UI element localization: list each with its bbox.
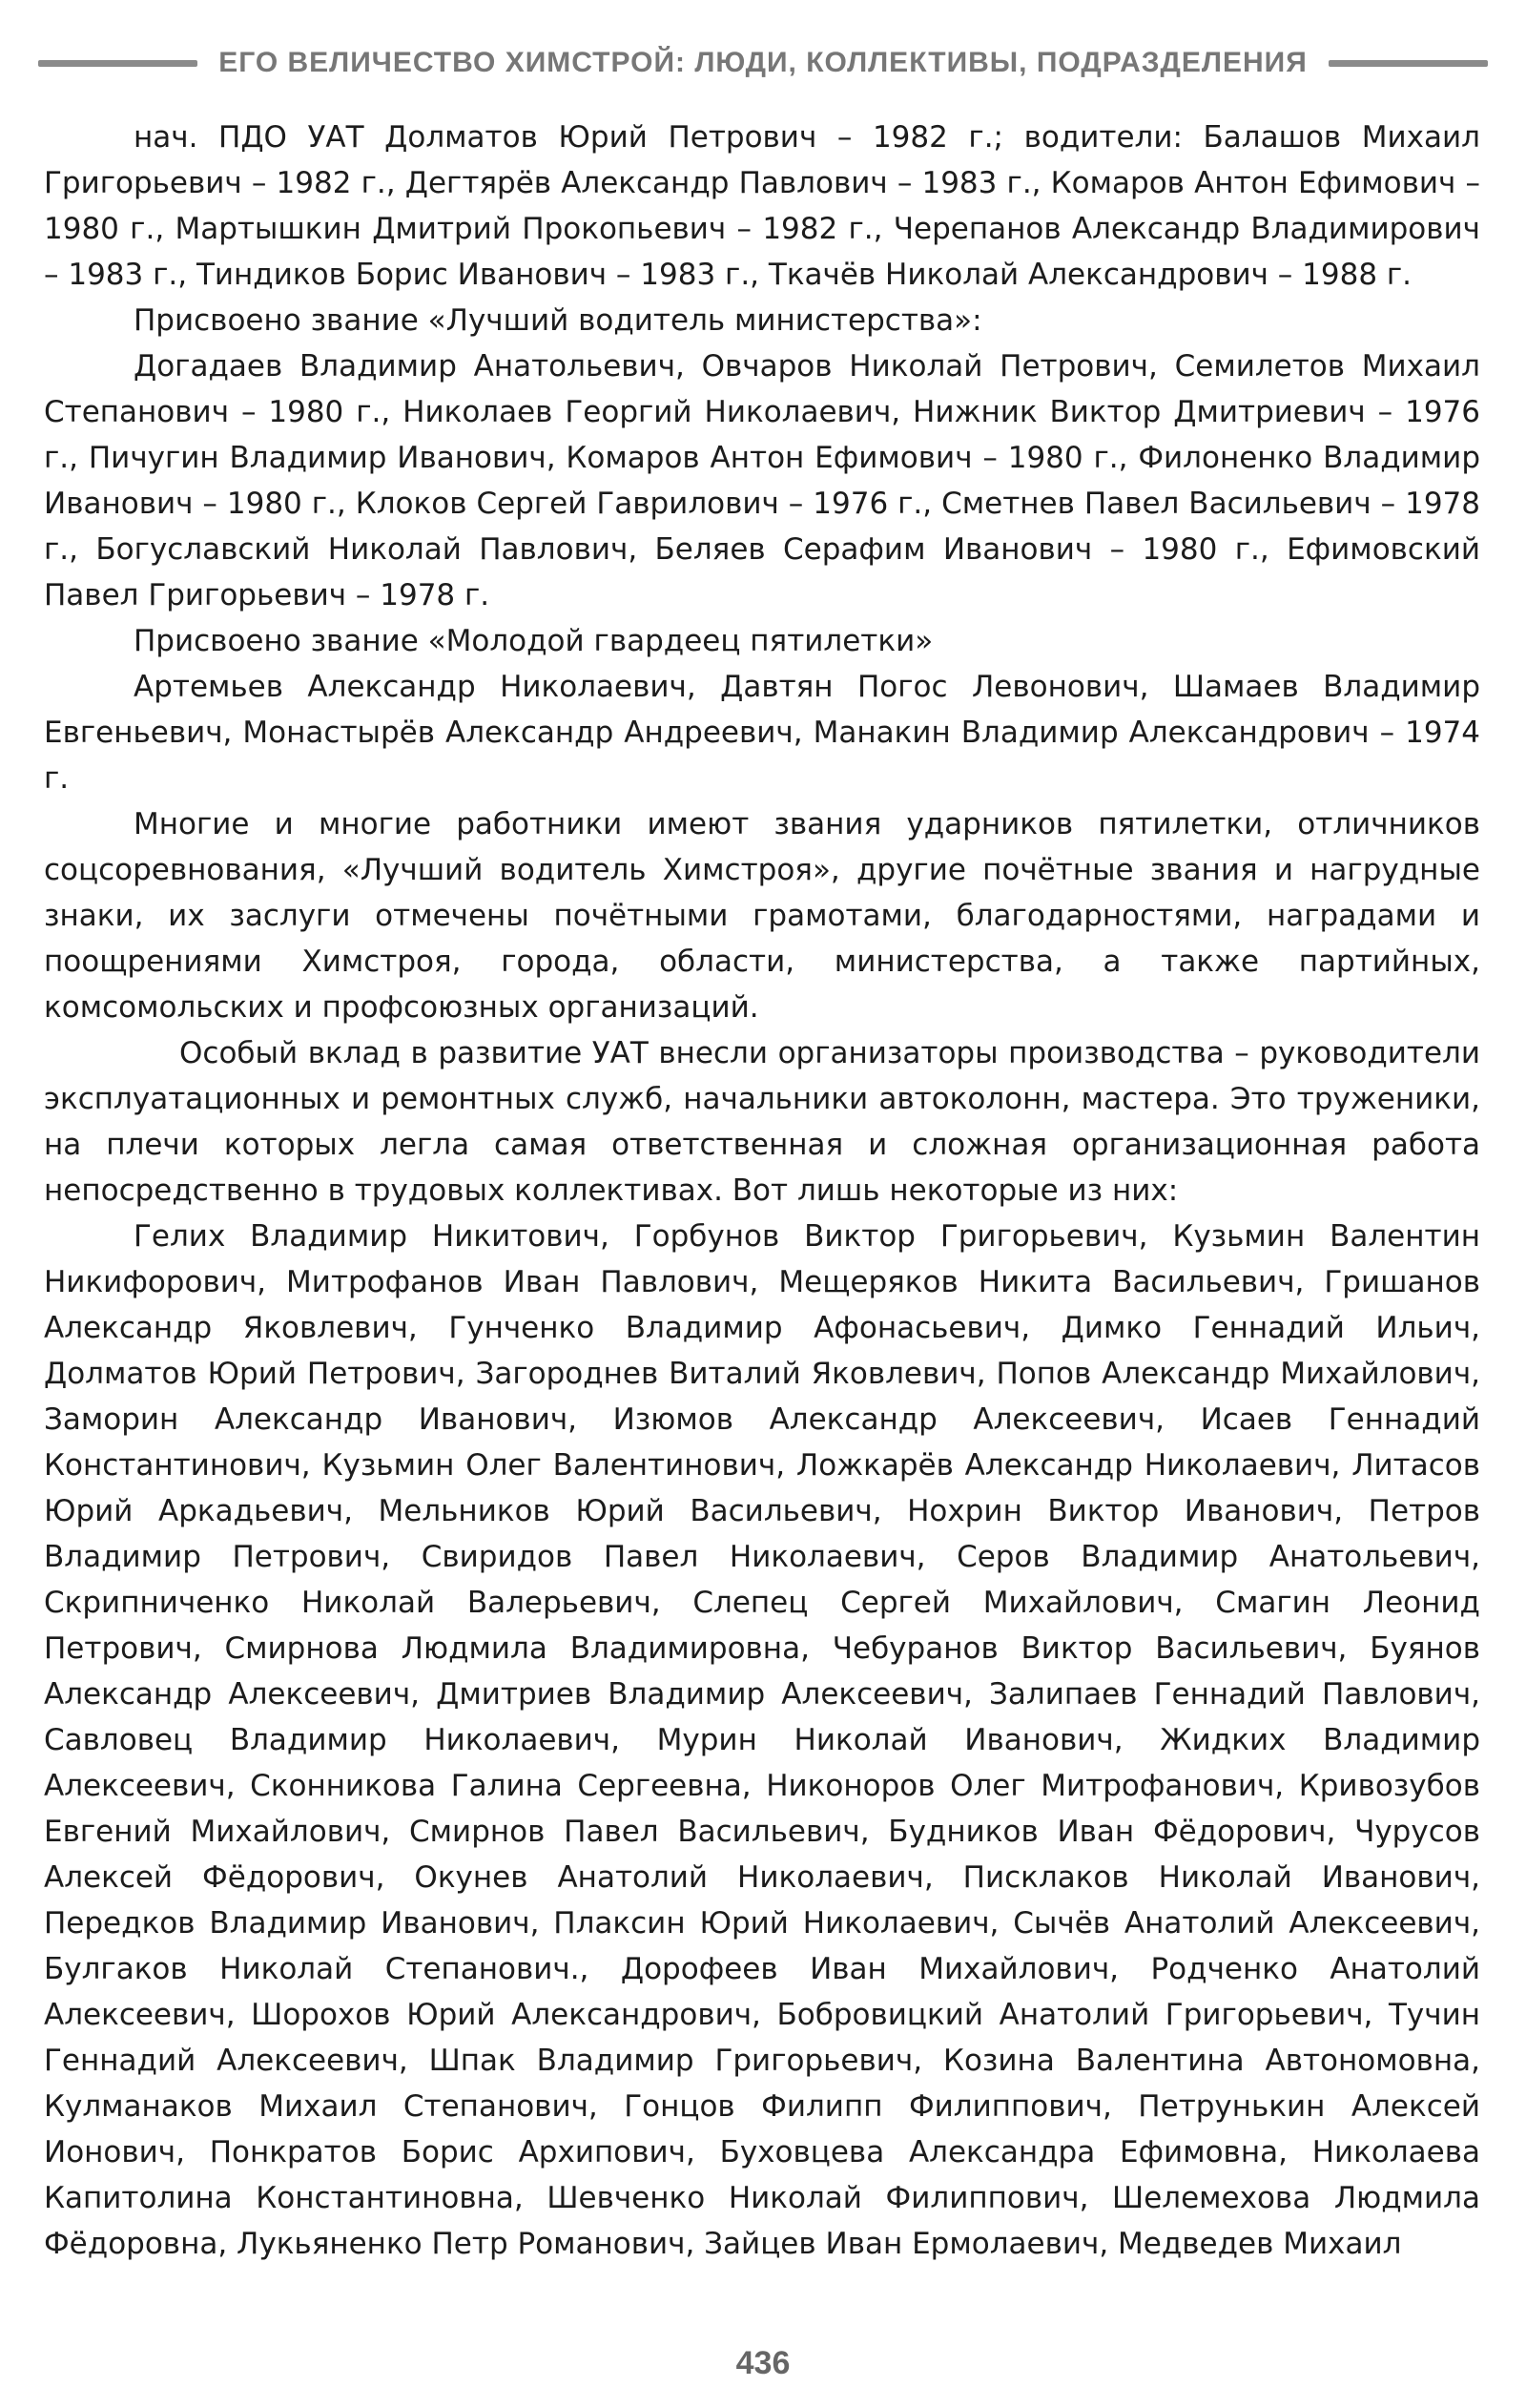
- paragraph-organizer-names: Гелих Владимир Никитович, Горбунов Виктор Григорьевич, Кузьмин Валентин Никифорович, Митрофанов Иван Павлович, Мещеряков Никита Васильевич, Гришанов Александр Яковлевич, Гунченко Владимир Афонасьевич, Димко Геннадий Ильич, Долматов Юрий Петрович, Загороднев Виталий Яковлевич, Попов Александр Михайлович, Заморин Александр Иванович, Изюмов Александр Алексеевич, Исаев Геннадий Константинович, Кузьмин Олег Валентинович, Ложкарёв Александр Николаевич, Литасов Юрий Аркадьевич, Мельников Юрий Васильевич, Нохрин Виктор Иванович, Петров Владимир Петрович, Свиридов Павел Николаевич, Серов Владимир Анатольевич, Скрипниченко Николай Валерьевич, Слепец Сергей Михайлович, Смагин Леонид Петрович, Смирнова Людмила Владимировна, Чебуранов Виктор Васильевич, Буянов Александр Алексеевич, Дмитриев Владимир Алексеевич, Залипаев Геннадий Павлович, Савловец Владимир Николаевич, Мурин Николай Иванович, Жидких Владимир Алексеевич, Сконникова Галина Сергеевна, Никоноров Олег Митрофанович, Кривозубов Евгений Михайлович, Смирнов Павел Васильевич, Будников Иван Фёдорович, Чурусов Алексей Фёдорович, Окунев Анатолий Николаевич, Писклаков Николай Иванович, Передков Владимир Иванович, Плаксин Юрий Николаевич, Сычёв Анатолий Алексеевич, Булгаков Николай Степанович., Дорофеев Иван Михайлович, Родченко Анатолий Алексеевич, Шорохов Юрий Александрович, Бобровицкий Анатолий Григорьевич, Тучин Геннадий Алексеевич, Шпак Владимир Григорьевич, Козина Валентина Автономовна, Кулманаков Михаил Степанович, Гонцов Филипп Филиппович, Петрунькин Алексей Ионович, Понкратов Борис Архипович, Буховцева Александра Ефимовна, Николаева Капитолина Константиновна, Шевченко Николай Филиппович, Шелемехова Людмила Фёдоровна, Лукьяненко Петр Романович, Зайцев Иван Ермолаевич, Медведев Михаил: [44, 1219, 1480, 2261]
- page-number: 436: [735, 2345, 791, 2381]
- header-rule-right: [1329, 60, 1488, 67]
- header-rule-left: [38, 60, 197, 67]
- header-title: ЕГО ВЕЛИЧЕСТВО ХИМСТРОЙ: ЛЮДИ, КОЛЛЕКТИВЫ, ПОДРАЗДЕЛЕНИЯ: [218, 47, 1308, 78]
- paragraph-title-young-guard: Присвоено звание «Молодой гвардеец пятилетки»: [134, 624, 934, 658]
- paragraph-awards: Многие и многие работники имеют звания ударников пятилетки, отличников соцсоревнования, «Лучший водитель Химстроя», другие почётные звания и нагрудные знаки, их заслуги отмечены почётными грамотами, благодарностями, наградами и поощрениями Химстроя, города, области, министерства, а также партийных, комсомольских и профсоюзных организаций.: [44, 807, 1480, 1025]
- paragraph-organizers: Особый вклад в развитие УАТ внесли организаторы производства – руководители эксплуатационных и ремонтных служб, начальники автоколонн, мастера. Это труженики, на плечи которых легла самая ответственная и сложная организационная работа непосредственно в трудовых коллективах. Вот лишь некоторые из них:: [44, 1036, 1480, 1208]
- paragraph-title-ministry: Присвоено звание «Лучший водитель министерства»:: [134, 303, 982, 338]
- page-body: [44, 114, 1480, 2267]
- paragraph-ministry-names: Догадаев Владимир Анатольевич, Овчаров Николай Петрович, Семилетов Михаил Степанович – 1980 г., Николаев Георгий Николаевич, Нижник Виктор Дмитриевич – 1976 г., Пичугин Владимир Иванович, Комаров Антон Ефимович – 1980 г., Филоненко Владимир Иванович – 1980 г., Клоков Сергей Гаврилович – 1976 г., Сметнев Павел Васильевич – 1978 г., Богуславский Николай Павлович, Беляев Серафим Иванович – 1980 г., Ефимовский Павел Григорьевич – 1978 г.: [44, 349, 1480, 612]
- running-header: [38, 44, 1488, 82]
- paragraph-young-guard-names: Артемьев Александр Николаевич, Давтян Погос Левонович, Шамаев Владимир Евгеньевич, Монастырёв Александр Андреевич, Манакин Владимир Александрович – 1974 г.: [44, 670, 1480, 796]
- paragraph-drivers-continued: нач. ПДО УАТ Долматов Юрий Петрович – 1982 г.; водители: Балашов Михаил Григорьевич – 1982 г., Дегтярёв Александр Павлович – 1983 г., Комаров Антон Ефимович – 1980 г., Мартышкин Дмитрий Прокопьевич – 1982 г., Черепанов Александр Владимирович – 1983 г., Тиндиков Борис Иванович – 1983 г., Ткачёв Николай Александрович – 1988 г.: [44, 120, 1480, 292]
